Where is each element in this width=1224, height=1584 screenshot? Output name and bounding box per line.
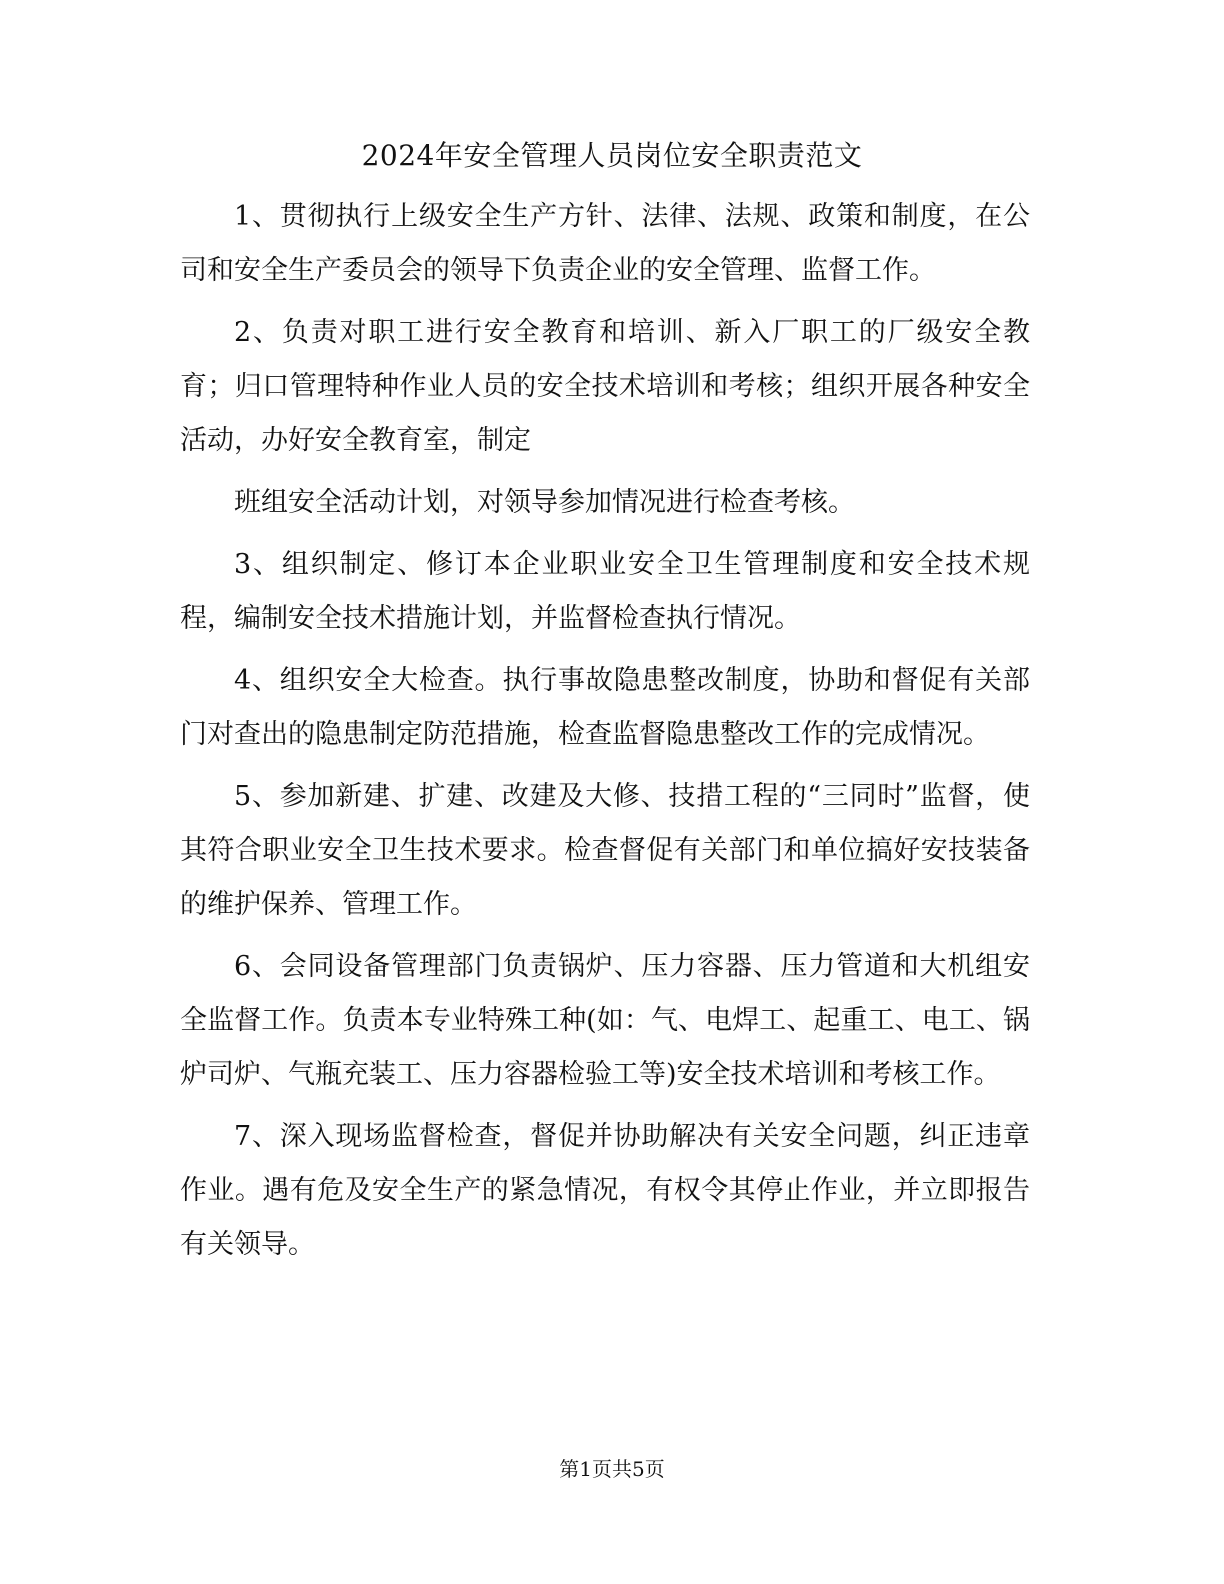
paragraph-2-continued: 班组安全活动计划，对领导参加情况进行检查考核。 <box>234 487 855 518</box>
paragraph-5: 5、参加新建、扩建、改建及大修、技措工程的“三同时”监督，使其符合职业安全卫生技术要求。检查督促有关部门和单位搞好安技装备的维护保养、管理工作。 <box>180 781 1030 920</box>
paragraph-2: 2、负责对职工进行安全教育和培训、新入厂职工的厂级安全教育；归口管理特种作业人员的安全技术培训和考核；组织开展各种安全活动，办好安全教育室，制定 <box>180 317 1030 456</box>
paragraph-4: 4、组织安全大检查。执行事故隐患整改制度，协助和督促有关部门对查出的隐患制定防范措施，检查监督隐患整改工作的完成情况。 <box>180 665 1030 750</box>
document-body <box>180 190 1030 1280</box>
paragraph-7: 7、深入现场监督检查，督促并协助解决有关安全问题，纠正违章作业。遇有危及安全生产的紧急情况，有权令其停止作业，并立即报告有关领导。 <box>180 1121 1030 1260</box>
page-title: 2024年安全管理人员岗位安全职责范文 <box>361 139 863 172</box>
paragraph-3: 3、组织制定、修订本企业职业安全卫生管理制度和安全技术规程，编制安全技术措施计划，并监督检查执行情况。 <box>180 549 1030 634</box>
page-number-footer: 第1页共5页 <box>559 1457 665 1481</box>
paragraph-6: 6、会同设备管理部门负责锅炉、压力容器、压力管道和大机组安全监督工作。负责本专业特殊工种(如：气、电焊工、起重工、电工、锅炉司炉、气瓶充装工、压力容器检验工等)安全技术培训和考核工作。 <box>180 951 1030 1090</box>
paragraph-1: 1、贯彻执行上级安全生产方针、法律、法规、政策和制度，在公司和安全生产委员会的领导下负责企业的安全管理、监督工作。 <box>180 201 1030 286</box>
